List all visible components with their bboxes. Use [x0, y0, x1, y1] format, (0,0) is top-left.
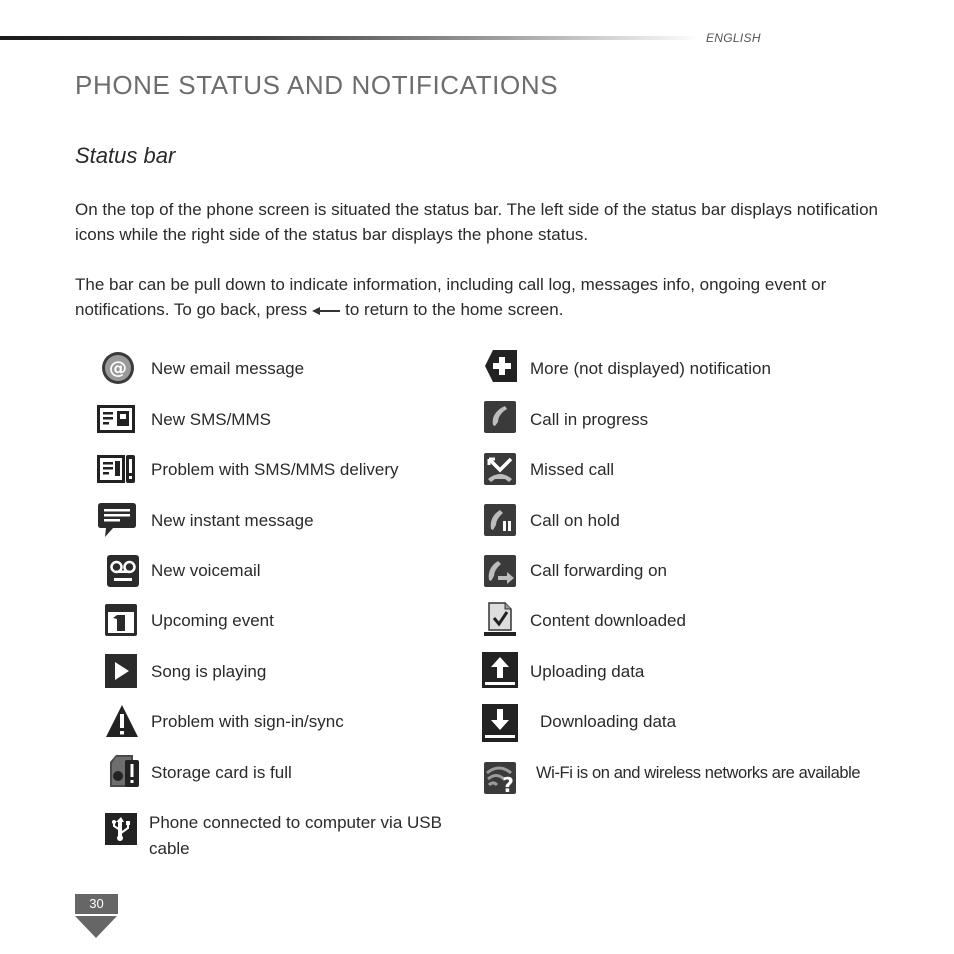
list-item-label: Wi-Fi is on and wireless networks are available [536, 764, 861, 782]
call-hold-icon [483, 503, 517, 537]
calendar-icon [104, 603, 138, 637]
language-label: ENGLISH [706, 31, 761, 45]
voicemail-icon [106, 554, 140, 588]
sms-problem-icon [96, 452, 136, 486]
list-item-label: Content downloaded [530, 611, 686, 630]
list-item-label: Call on hold [530, 511, 620, 530]
list-item-label: New email message [151, 359, 305, 378]
list-item-label: Call forwarding on [530, 561, 668, 580]
pulldown-paragraph [75, 272, 878, 323]
call-forward-icon [483, 554, 517, 588]
sms-icon [96, 402, 136, 436]
header-rule [0, 36, 700, 40]
missed-call-icon [483, 452, 517, 486]
usb-icon [104, 812, 138, 846]
list-item-label: Problem with SMS/MMS delivery [151, 460, 399, 479]
list-item-label: Song is playing [151, 662, 267, 681]
list-item-label: Downloading data [540, 712, 677, 731]
list-item-label: Call in progress [530, 410, 649, 429]
page-title: PHONE STATUS AND NOTIFICATIONS [75, 70, 559, 100]
list-item-label: More (not displayed) notification [530, 359, 771, 378]
list-item-label: Phone connected to computer via USB cable [149, 813, 442, 858]
page-tab-arrow [75, 916, 117, 938]
chat-bubble-icon [97, 501, 137, 541]
list-item-label: Missed call [530, 460, 615, 479]
call-icon [483, 400, 517, 434]
back-arrow-icon [311, 298, 341, 323]
pulldown-text-after: to return to the home screen. [345, 300, 564, 319]
intro-paragraph: On the top of the phone screen is situated the status bar. The left side of the status bar displays notification icons while the right side of the status bar displays the phone status. [75, 200, 878, 244]
svg-text:?: ? [502, 773, 514, 795]
list-item-label: New SMS/MMS [151, 410, 271, 429]
plus-notification-icon [484, 349, 518, 383]
page-number: 30 [75, 894, 118, 914]
svg-text:@: @ [109, 358, 127, 379]
download-icon [481, 703, 519, 743]
upload-icon [481, 651, 519, 689]
list-item-label: Upcoming event [151, 611, 274, 630]
section-title: Status bar [75, 143, 176, 168]
list-item-label: Storage card is full [151, 763, 292, 782]
list-item-label: Problem with sign-in/sync [151, 712, 344, 731]
warning-icon [105, 704, 139, 738]
list-item-label: Uploading data [530, 662, 645, 681]
list-item-label: New voicemail [151, 561, 261, 580]
list-item-label: New instant message [151, 511, 314, 530]
email-at-icon [101, 351, 135, 385]
pulldown-text-before: The bar can be pull down to indicate information, including call log, messages info, ongoing event or notifications. To go back, press [75, 275, 827, 319]
wifi-available-icon [483, 761, 517, 795]
sd-card-full-icon [107, 754, 141, 788]
download-complete-icon [483, 602, 517, 638]
play-icon [104, 653, 138, 689]
